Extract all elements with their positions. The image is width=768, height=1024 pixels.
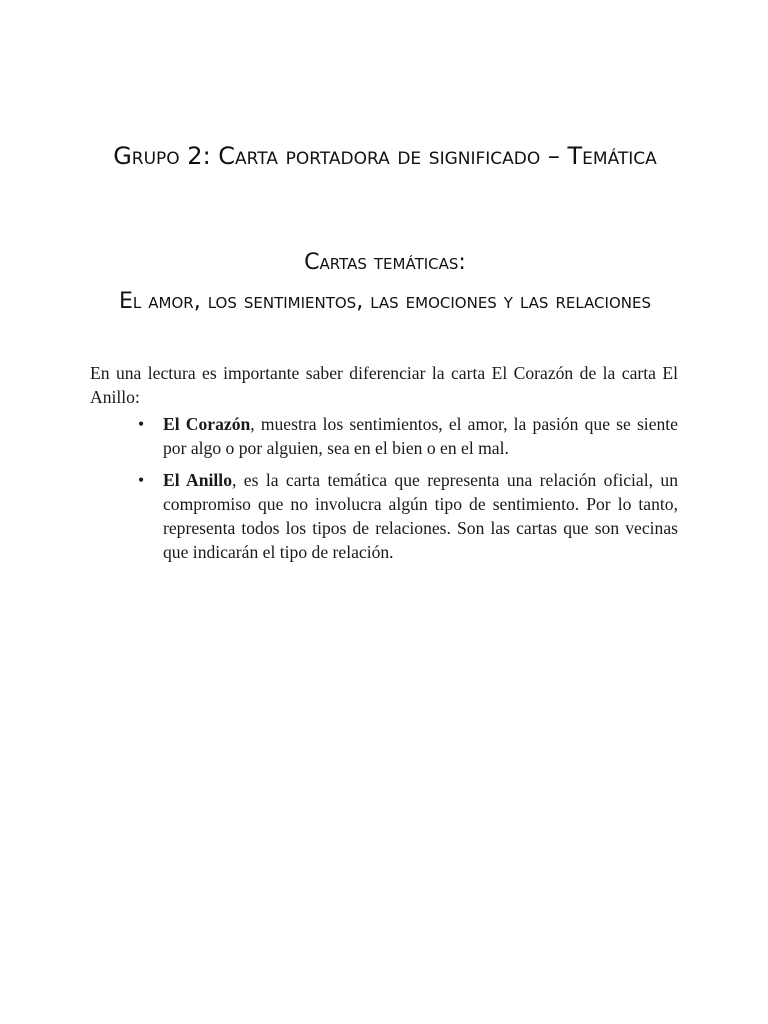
bullet-icon: • [138, 414, 145, 434]
topic-heading: El amor, los sentimientos, las emociones y las relaciones [119, 289, 651, 314]
list-item-anillo [90, 468, 678, 564]
card-list [90, 412, 678, 572]
description-corazon: , muestra los sentimientos, el amor, la pasión que se siente por algo o por alguien, sea en el bien o en el mal. [163, 414, 678, 458]
description-anillo: , es la carta temática que representa una relación oficial, un compromiso que no involucra algún tipo de sentimiento. Por lo tanto, representa todos los tipos de relaciones. Son las cartas que son vecinas que indicarán el tipo de relación. [163, 470, 678, 562]
term-corazon: El Corazón [163, 414, 251, 434]
group-heading: Grupo 2: Carta portadora de significado – Temática [113, 142, 657, 170]
cards-heading: Cartas temáticas: [304, 250, 466, 275]
intro-paragraph: En una lectura es importante saber diferenciar la carta El Corazón de la carta El Anillo: [90, 363, 678, 407]
list-item-corazon [90, 412, 678, 460]
term-anillo: El Anillo [163, 470, 232, 490]
bullet-icon: • [138, 470, 145, 490]
